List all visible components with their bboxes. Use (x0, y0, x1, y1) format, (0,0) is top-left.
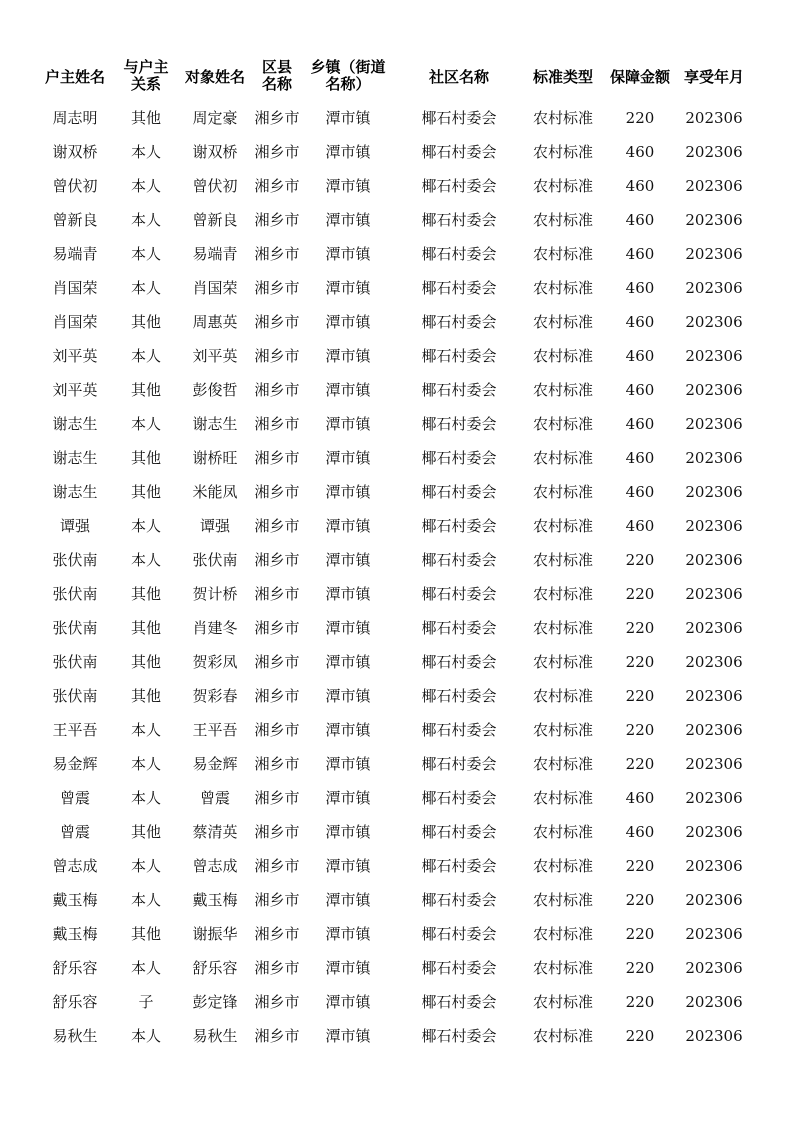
cell-standard-type: 农村标准 (532, 517, 593, 535)
cell-relation: 本人 (130, 245, 161, 263)
cell-period: 202306 (685, 755, 743, 773)
cell-period: 202306 (685, 619, 743, 637)
table-row (0, 577, 793, 611)
table-row (0, 101, 793, 135)
cell-community: 椰石村委会 (421, 619, 497, 637)
cell-period: 202306 (685, 449, 743, 467)
table-row (0, 679, 793, 713)
cell-household-head-name: 舒乐容 (52, 959, 98, 977)
cell-period: 202306 (685, 585, 743, 603)
cell-community: 椰石村委会 (421, 313, 497, 331)
cell-standard-type: 农村标准 (532, 687, 593, 705)
cell-amount: 460 (625, 177, 655, 195)
cell-township: 潭市镇 (325, 143, 371, 161)
cell-community: 椰石村委会 (421, 721, 497, 739)
table-row (0, 543, 793, 577)
cell-township: 潭市镇 (325, 551, 371, 569)
cell-period: 202306 (685, 415, 743, 433)
cell-household-head-name: 舒乐容 (52, 993, 98, 1011)
cell-relation: 本人 (130, 721, 161, 739)
cell-county: 湘乡市 (254, 143, 300, 161)
cell-amount: 220 (625, 653, 655, 671)
cell-relation: 子 (138, 993, 154, 1011)
cell-subject-name: 贺计桥 (192, 585, 238, 603)
cell-standard-type: 农村标准 (532, 279, 593, 297)
cell-relation: 本人 (130, 517, 161, 535)
cell-household-head-name: 张伏南 (52, 653, 98, 671)
table-row (0, 169, 793, 203)
cell-standard-type: 农村标准 (532, 211, 593, 229)
cell-standard-type: 农村标准 (532, 347, 593, 365)
cell-relation: 本人 (130, 789, 161, 807)
cell-township: 潭市镇 (325, 347, 371, 365)
cell-household-head-name: 谢志生 (52, 415, 98, 433)
cell-community: 椰石村委会 (421, 143, 497, 161)
header-county: 区县 名称 (261, 58, 292, 93)
cell-subject-name: 谢双桥 (192, 143, 238, 161)
cell-township: 潭市镇 (325, 993, 371, 1011)
cell-household-head-name: 谭强 (59, 517, 90, 535)
table-row (0, 849, 793, 883)
cell-period: 202306 (685, 381, 743, 399)
table-row (0, 203, 793, 237)
cell-amount: 460 (625, 483, 655, 501)
cell-subject-name: 易端青 (192, 245, 238, 263)
cell-community: 椰石村委会 (421, 517, 497, 535)
cell-community: 椰石村委会 (421, 857, 497, 875)
cell-county: 湘乡市 (254, 585, 300, 603)
cell-community: 椰石村委会 (421, 483, 497, 501)
cell-amount: 220 (625, 891, 655, 909)
cell-county: 湘乡市 (254, 993, 300, 1011)
cell-relation: 本人 (130, 143, 161, 161)
cell-period: 202306 (685, 177, 743, 195)
table-row (0, 509, 793, 543)
table-row (0, 917, 793, 951)
table-row (0, 407, 793, 441)
cell-period: 202306 (685, 347, 743, 365)
cell-relation: 其他 (130, 653, 161, 671)
cell-township: 潭市镇 (325, 177, 371, 195)
cell-subject-name: 谢振华 (192, 925, 238, 943)
header-amount: 保障金额 (609, 68, 670, 86)
cell-community: 椰石村委会 (421, 925, 497, 943)
cell-community: 椰石村委会 (421, 687, 497, 705)
header-community: 社区名称 (428, 68, 489, 86)
cell-community: 椰石村委会 (421, 415, 497, 433)
cell-standard-type: 农村标准 (532, 721, 593, 739)
table-row (0, 441, 793, 475)
cell-period: 202306 (685, 279, 743, 297)
cell-community: 椰石村委会 (421, 381, 497, 399)
cell-relation: 其他 (130, 619, 161, 637)
cell-county: 湘乡市 (254, 415, 300, 433)
cell-community: 椰石村委会 (421, 891, 497, 909)
cell-community: 椰石村委会 (421, 585, 497, 603)
cell-subject-name: 舒乐容 (192, 959, 238, 977)
cell-subject-name: 易金辉 (192, 755, 238, 773)
cell-subject-name: 蔡清英 (192, 823, 238, 841)
table-row (0, 1019, 793, 1053)
header-standard-type: 标准类型 (532, 68, 593, 86)
cell-household-head-name: 刘平英 (52, 381, 98, 399)
cell-relation: 其他 (130, 381, 161, 399)
cell-subject-name: 米能凤 (192, 483, 238, 501)
cell-standard-type: 农村标准 (532, 755, 593, 773)
cell-township: 潭市镇 (325, 279, 371, 297)
table-row (0, 815, 793, 849)
cell-period: 202306 (685, 245, 743, 263)
cell-standard-type: 农村标准 (532, 823, 593, 841)
cell-period: 202306 (685, 823, 743, 841)
cell-amount: 460 (625, 517, 655, 535)
cell-period: 202306 (685, 993, 743, 1011)
cell-township: 潭市镇 (325, 211, 371, 229)
cell-community: 椰石村委会 (421, 959, 497, 977)
cell-county: 湘乡市 (254, 449, 300, 467)
table-row (0, 645, 793, 679)
header-subject-name: 对象姓名 (184, 68, 245, 86)
cell-period: 202306 (685, 857, 743, 875)
cell-standard-type: 农村标准 (532, 653, 593, 671)
cell-relation: 本人 (130, 857, 161, 875)
cell-subject-name: 谢桥旺 (192, 449, 238, 467)
cell-amount: 460 (625, 347, 655, 365)
cell-relation: 其他 (130, 687, 161, 705)
cell-subject-name: 肖建冬 (192, 619, 238, 637)
cell-community: 椰石村委会 (421, 993, 497, 1011)
cell-standard-type: 农村标准 (532, 449, 593, 467)
cell-relation: 本人 (130, 177, 161, 195)
table-row (0, 373, 793, 407)
cell-household-head-name: 周志明 (52, 109, 98, 127)
cell-township: 潭市镇 (325, 789, 371, 807)
cell-county: 湘乡市 (254, 857, 300, 875)
cell-standard-type: 农村标准 (532, 245, 593, 263)
cell-community: 椰石村委会 (421, 449, 497, 467)
cell-county: 湘乡市 (254, 687, 300, 705)
header-relation: 与户主 关系 (123, 58, 169, 93)
cell-period: 202306 (685, 211, 743, 229)
table-row (0, 271, 793, 305)
cell-amount: 220 (625, 109, 655, 127)
cell-county: 湘乡市 (254, 755, 300, 773)
cell-subject-name: 谭强 (199, 517, 230, 535)
cell-township: 潭市镇 (325, 449, 371, 467)
cell-subject-name: 谢志生 (192, 415, 238, 433)
cell-amount: 460 (625, 415, 655, 433)
cell-township: 潭市镇 (325, 755, 371, 773)
cell-county: 湘乡市 (254, 245, 300, 263)
cell-relation: 本人 (130, 347, 161, 365)
cell-township: 潭市镇 (325, 925, 371, 943)
cell-county: 湘乡市 (254, 279, 300, 297)
cell-household-head-name: 曾伏初 (52, 177, 98, 195)
cell-amount: 460 (625, 449, 655, 467)
cell-community: 椰石村委会 (421, 177, 497, 195)
cell-period: 202306 (685, 721, 743, 739)
cell-amount: 460 (625, 789, 655, 807)
cell-township: 潭市镇 (325, 245, 371, 263)
cell-subject-name: 曾志成 (192, 857, 238, 875)
cell-township: 潭市镇 (325, 109, 371, 127)
table-header (0, 58, 793, 98)
header-household-head-name: 户主姓名 (44, 68, 105, 86)
cell-period: 202306 (685, 687, 743, 705)
cell-standard-type: 农村标准 (532, 891, 593, 909)
cell-amount: 460 (625, 245, 655, 263)
table-row (0, 747, 793, 781)
cell-amount: 460 (625, 143, 655, 161)
cell-community: 椰石村委会 (421, 755, 497, 773)
cell-standard-type: 农村标准 (532, 381, 593, 399)
cell-standard-type: 农村标准 (532, 143, 593, 161)
cell-household-head-name: 易秋生 (52, 1027, 98, 1045)
table-row (0, 305, 793, 339)
table-row (0, 611, 793, 645)
cell-household-head-name: 张伏南 (52, 585, 98, 603)
cell-period: 202306 (685, 143, 743, 161)
cell-community: 椰石村委会 (421, 279, 497, 297)
cell-period: 202306 (685, 313, 743, 331)
cell-household-head-name: 王平吾 (52, 721, 98, 739)
cell-period: 202306 (685, 517, 743, 535)
cell-amount: 460 (625, 211, 655, 229)
cell-relation: 本人 (130, 891, 161, 909)
cell-township: 潭市镇 (325, 313, 371, 331)
cell-township: 潭市镇 (325, 891, 371, 909)
cell-household-head-name: 戴玉梅 (52, 925, 98, 943)
cell-subject-name: 戴玉梅 (192, 891, 238, 909)
cell-relation: 本人 (130, 959, 161, 977)
cell-township: 潭市镇 (325, 415, 371, 433)
cell-period: 202306 (685, 653, 743, 671)
cell-amount: 220 (625, 1027, 655, 1045)
cell-community: 椰石村委会 (421, 245, 497, 263)
cell-township: 潭市镇 (325, 721, 371, 739)
table-row (0, 135, 793, 169)
cell-amount: 460 (625, 279, 655, 297)
cell-community: 椰石村委会 (421, 653, 497, 671)
cell-subject-name: 肖国荣 (192, 279, 238, 297)
cell-period: 202306 (685, 789, 743, 807)
cell-household-head-name: 曾志成 (52, 857, 98, 875)
table-row (0, 883, 793, 917)
cell-county: 湘乡市 (254, 789, 300, 807)
cell-household-head-name: 曾震 (59, 789, 90, 807)
table-row (0, 985, 793, 1019)
cell-household-head-name: 谢志生 (52, 483, 98, 501)
cell-relation: 本人 (130, 415, 161, 433)
cell-amount: 460 (625, 381, 655, 399)
cell-household-head-name: 易金辉 (52, 755, 98, 773)
cell-community: 椰石村委会 (421, 789, 497, 807)
cell-subject-name: 贺彩凤 (192, 653, 238, 671)
cell-county: 湘乡市 (254, 211, 300, 229)
cell-county: 湘乡市 (254, 109, 300, 127)
cell-amount: 220 (625, 925, 655, 943)
cell-relation: 其他 (130, 925, 161, 943)
cell-period: 202306 (685, 891, 743, 909)
cell-county: 湘乡市 (254, 823, 300, 841)
cell-standard-type: 农村标准 (532, 313, 593, 331)
cell-subject-name: 易秋生 (192, 1027, 238, 1045)
cell-household-head-name: 曾震 (59, 823, 90, 841)
cell-county: 湘乡市 (254, 619, 300, 637)
cell-township: 潭市镇 (325, 517, 371, 535)
cell-community: 椰石村委会 (421, 823, 497, 841)
cell-county: 湘乡市 (254, 1027, 300, 1045)
cell-standard-type: 农村标准 (532, 619, 593, 637)
cell-subject-name: 周惠英 (192, 313, 238, 331)
cell-community: 椰石村委会 (421, 211, 497, 229)
cell-relation: 其他 (130, 823, 161, 841)
cell-period: 202306 (685, 925, 743, 943)
cell-standard-type: 农村标准 (532, 585, 593, 603)
header-township: 乡镇（街道 名称） (310, 58, 386, 93)
cell-county: 湘乡市 (254, 891, 300, 909)
cell-household-head-name: 肖国荣 (52, 313, 98, 331)
cell-relation: 本人 (130, 755, 161, 773)
cell-township: 潭市镇 (325, 483, 371, 501)
cell-community: 椰石村委会 (421, 347, 497, 365)
cell-subject-name: 曾震 (199, 789, 230, 807)
cell-household-head-name: 谢双桥 (52, 143, 98, 161)
cell-subject-name: 周定豪 (192, 109, 238, 127)
cell-period: 202306 (685, 483, 743, 501)
cell-township: 潭市镇 (325, 959, 371, 977)
cell-township: 潭市镇 (325, 823, 371, 841)
cell-subject-name: 彭定锋 (192, 993, 238, 1011)
cell-relation: 本人 (130, 1027, 161, 1045)
cell-standard-type: 农村标准 (532, 109, 593, 127)
cell-township: 潭市镇 (325, 381, 371, 399)
cell-household-head-name: 谢志生 (52, 449, 98, 467)
table-row (0, 713, 793, 747)
cell-standard-type: 农村标准 (532, 415, 593, 433)
cell-household-head-name: 张伏南 (52, 619, 98, 637)
cell-relation: 本人 (130, 211, 161, 229)
cell-standard-type: 农村标准 (532, 857, 593, 875)
cell-subject-name: 贺彩春 (192, 687, 238, 705)
cell-household-head-name: 肖国荣 (52, 279, 98, 297)
cell-household-head-name: 易端青 (52, 245, 98, 263)
cell-community: 椰石村委会 (421, 109, 497, 127)
cell-county: 湘乡市 (254, 483, 300, 501)
cell-period: 202306 (685, 109, 743, 127)
cell-county: 湘乡市 (254, 653, 300, 671)
cell-standard-type: 农村标准 (532, 483, 593, 501)
table-row (0, 951, 793, 985)
cell-subject-name: 刘平英 (192, 347, 238, 365)
cell-subject-name: 王平吾 (192, 721, 238, 739)
cell-relation: 其他 (130, 585, 161, 603)
cell-county: 湘乡市 (254, 347, 300, 365)
cell-subject-name: 曾新良 (192, 211, 238, 229)
cell-county: 湘乡市 (254, 381, 300, 399)
cell-amount: 220 (625, 857, 655, 875)
cell-subject-name: 曾伏初 (192, 177, 238, 195)
cell-standard-type: 农村标准 (532, 789, 593, 807)
cell-period: 202306 (685, 551, 743, 569)
cell-household-head-name: 张伏南 (52, 687, 98, 705)
cell-township: 潭市镇 (325, 857, 371, 875)
cell-county: 湘乡市 (254, 721, 300, 739)
cell-amount: 460 (625, 823, 655, 841)
cell-relation: 其他 (130, 109, 161, 127)
table-row (0, 475, 793, 509)
cell-township: 潭市镇 (325, 585, 371, 603)
cell-township: 潭市镇 (325, 1027, 371, 1045)
cell-standard-type: 农村标准 (532, 1027, 593, 1045)
cell-amount: 220 (625, 721, 655, 739)
cell-county: 湘乡市 (254, 313, 300, 331)
cell-amount: 220 (625, 551, 655, 569)
cell-amount: 220 (625, 687, 655, 705)
cell-household-head-name: 曾新良 (52, 211, 98, 229)
cell-period: 202306 (685, 1027, 743, 1045)
cell-household-head-name: 张伏南 (52, 551, 98, 569)
cell-township: 潭市镇 (325, 687, 371, 705)
cell-township: 潭市镇 (325, 653, 371, 671)
cell-amount: 220 (625, 619, 655, 637)
cell-relation: 本人 (130, 551, 161, 569)
cell-subject-name: 张伏南 (192, 551, 238, 569)
cell-relation: 其他 (130, 449, 161, 467)
cell-community: 椰石村委会 (421, 1027, 497, 1045)
cell-standard-type: 农村标准 (532, 959, 593, 977)
cell-county: 湘乡市 (254, 551, 300, 569)
cell-standard-type: 农村标准 (532, 177, 593, 195)
cell-township: 潭市镇 (325, 619, 371, 637)
cell-relation: 其他 (130, 483, 161, 501)
cell-county: 湘乡市 (254, 959, 300, 977)
cell-subject-name: 彭俊哲 (192, 381, 238, 399)
table-row (0, 781, 793, 815)
cell-county: 湘乡市 (254, 925, 300, 943)
cell-period: 202306 (685, 959, 743, 977)
cell-amount: 220 (625, 585, 655, 603)
table-row (0, 339, 793, 373)
cell-amount: 220 (625, 993, 655, 1011)
cell-county: 湘乡市 (254, 177, 300, 195)
header-period: 享受年月 (683, 68, 744, 86)
cell-relation: 其他 (130, 313, 161, 331)
cell-standard-type: 农村标准 (532, 993, 593, 1011)
cell-standard-type: 农村标准 (532, 925, 593, 943)
cell-household-head-name: 刘平英 (52, 347, 98, 365)
cell-county: 湘乡市 (254, 517, 300, 535)
table-row (0, 237, 793, 271)
cell-amount: 220 (625, 755, 655, 773)
cell-relation: 本人 (130, 279, 161, 297)
cell-amount: 460 (625, 313, 655, 331)
cell-amount: 220 (625, 959, 655, 977)
cell-household-head-name: 戴玉梅 (52, 891, 98, 909)
cell-standard-type: 农村标准 (532, 551, 593, 569)
cell-community: 椰石村委会 (421, 551, 497, 569)
